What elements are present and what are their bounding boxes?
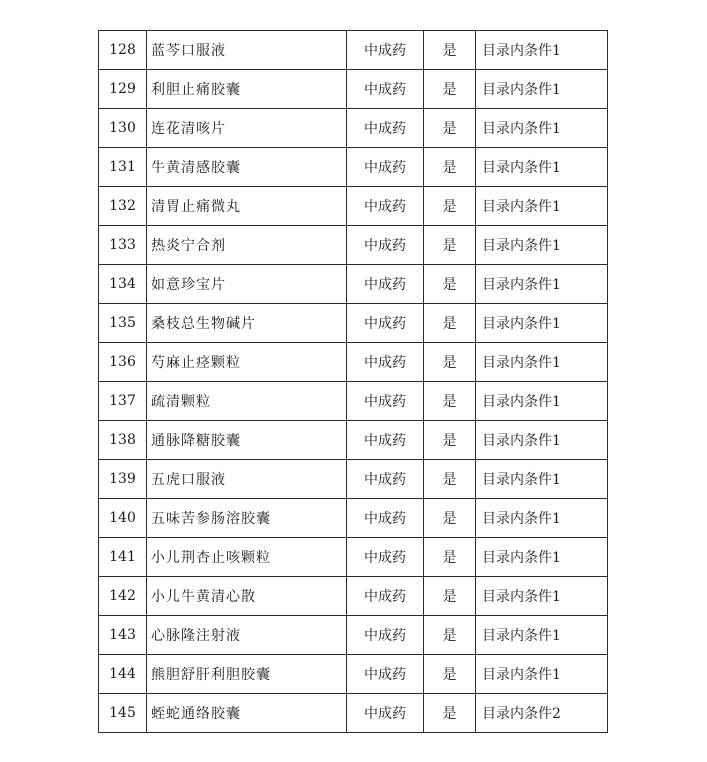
drug-name-cell: 芍麻止痉颗粒 [147, 343, 347, 382]
table-row [99, 655, 608, 694]
drug-list-table [98, 30, 608, 733]
table-row [99, 694, 608, 733]
condition-cell: 目录内条件1 [476, 109, 608, 148]
drug-name-cell: 热炎宁合剂 [147, 226, 347, 265]
drug-type-cell: 中成药 [347, 577, 424, 616]
drug-type-cell: 中成药 [347, 655, 424, 694]
table-row [99, 616, 608, 655]
table-row [99, 148, 608, 187]
flag-cell: 是 [424, 616, 476, 655]
row-number-cell: 128 [99, 31, 147, 70]
condition-cell: 目录内条件1 [476, 31, 608, 70]
row-number-cell: 131 [99, 148, 147, 187]
drug-type-cell: 中成药 [347, 421, 424, 460]
drug-name-cell: 蛭蛇通络胶囊 [147, 694, 347, 733]
row-number-cell: 145 [99, 694, 147, 733]
flag-cell: 是 [424, 70, 476, 109]
condition-cell: 目录内条件1 [476, 304, 608, 343]
drug-type-cell: 中成药 [347, 187, 424, 226]
table-row [99, 187, 608, 226]
condition-cell: 目录内条件1 [476, 655, 608, 694]
flag-cell: 是 [424, 421, 476, 460]
flag-cell: 是 [424, 109, 476, 148]
drug-type-cell: 中成药 [347, 226, 424, 265]
flag-cell: 是 [424, 499, 476, 538]
drug-type-cell: 中成药 [347, 382, 424, 421]
drug-name-cell: 清胃止痛微丸 [147, 187, 347, 226]
drug-name-cell: 通脉降糖胶囊 [147, 421, 347, 460]
drug-type-cell: 中成药 [347, 304, 424, 343]
flag-cell: 是 [424, 538, 476, 577]
row-number-cell: 142 [99, 577, 147, 616]
condition-cell: 目录内条件1 [476, 265, 608, 304]
table-row [99, 538, 608, 577]
row-number-cell: 134 [99, 265, 147, 304]
condition-cell: 目录内条件1 [476, 538, 608, 577]
row-number-cell: 136 [99, 343, 147, 382]
condition-cell: 目录内条件1 [476, 499, 608, 538]
row-number-cell: 138 [99, 421, 147, 460]
table-row [99, 304, 608, 343]
flag-cell: 是 [424, 265, 476, 304]
drug-type-cell: 中成药 [347, 538, 424, 577]
flag-cell: 是 [424, 460, 476, 499]
drug-name-cell: 小儿牛黄清心散 [147, 577, 347, 616]
row-number-cell: 144 [99, 655, 147, 694]
table-row [99, 382, 608, 421]
row-number-cell: 130 [99, 109, 147, 148]
flag-cell: 是 [424, 187, 476, 226]
condition-cell: 目录内条件1 [476, 616, 608, 655]
drug-type-cell: 中成药 [347, 31, 424, 70]
drug-name-cell: 五虎口服液 [147, 460, 347, 499]
condition-cell: 目录内条件1 [476, 226, 608, 265]
drug-type-cell: 中成药 [347, 265, 424, 304]
flag-cell: 是 [424, 655, 476, 694]
row-number-cell: 141 [99, 538, 147, 577]
drug-type-cell: 中成药 [347, 109, 424, 148]
row-number-cell: 129 [99, 70, 147, 109]
table-body [99, 31, 608, 733]
row-number-cell: 143 [99, 616, 147, 655]
table-row [99, 460, 608, 499]
condition-cell: 目录内条件1 [476, 577, 608, 616]
row-number-cell: 137 [99, 382, 147, 421]
drug-type-cell: 中成药 [347, 694, 424, 733]
drug-name-cell: 如意珍宝片 [147, 265, 347, 304]
table-row [99, 226, 608, 265]
drug-name-cell: 蓝芩口服液 [147, 31, 347, 70]
row-number-cell: 139 [99, 460, 147, 499]
table-row [99, 343, 608, 382]
condition-cell: 目录内条件1 [476, 70, 608, 109]
drug-name-cell: 五味苦参肠溶胶囊 [147, 499, 347, 538]
table-row [99, 577, 608, 616]
flag-cell: 是 [424, 148, 476, 187]
row-number-cell: 135 [99, 304, 147, 343]
table-row [99, 109, 608, 148]
flag-cell: 是 [424, 577, 476, 616]
flag-cell: 是 [424, 304, 476, 343]
condition-cell: 目录内条件1 [476, 343, 608, 382]
table-row [99, 70, 608, 109]
drug-name-cell: 小儿荆杏止咳颗粒 [147, 538, 347, 577]
drug-name-cell: 心脉隆注射液 [147, 616, 347, 655]
row-number-cell: 132 [99, 187, 147, 226]
flag-cell: 是 [424, 694, 476, 733]
drug-name-cell: 连花清咳片 [147, 109, 347, 148]
flag-cell: 是 [424, 31, 476, 70]
condition-cell: 目录内条件2 [476, 694, 608, 733]
drug-type-cell: 中成药 [347, 616, 424, 655]
condition-cell: 目录内条件1 [476, 382, 608, 421]
table-row [99, 31, 608, 70]
drug-type-cell: 中成药 [347, 343, 424, 382]
drug-name-cell: 熊胆舒肝利胆胶囊 [147, 655, 347, 694]
drug-type-cell: 中成药 [347, 499, 424, 538]
flag-cell: 是 [424, 382, 476, 421]
flag-cell: 是 [424, 226, 476, 265]
drug-name-cell: 疏清颗粒 [147, 382, 347, 421]
condition-cell: 目录内条件1 [476, 460, 608, 499]
drug-type-cell: 中成药 [347, 70, 424, 109]
row-number-cell: 133 [99, 226, 147, 265]
row-number-cell: 140 [99, 499, 147, 538]
table-row [99, 499, 608, 538]
table-row [99, 265, 608, 304]
condition-cell: 目录内条件1 [476, 421, 608, 460]
drug-type-cell: 中成药 [347, 460, 424, 499]
drug-name-cell: 桑枝总生物碱片 [147, 304, 347, 343]
drug-name-cell: 利胆止痛胶囊 [147, 70, 347, 109]
drug-list-table-container [98, 30, 607, 733]
drug-name-cell: 牛黄清感胶囊 [147, 148, 347, 187]
condition-cell: 目录内条件1 [476, 148, 608, 187]
table-row [99, 421, 608, 460]
drug-type-cell: 中成药 [347, 148, 424, 187]
flag-cell: 是 [424, 343, 476, 382]
condition-cell: 目录内条件1 [476, 187, 608, 226]
